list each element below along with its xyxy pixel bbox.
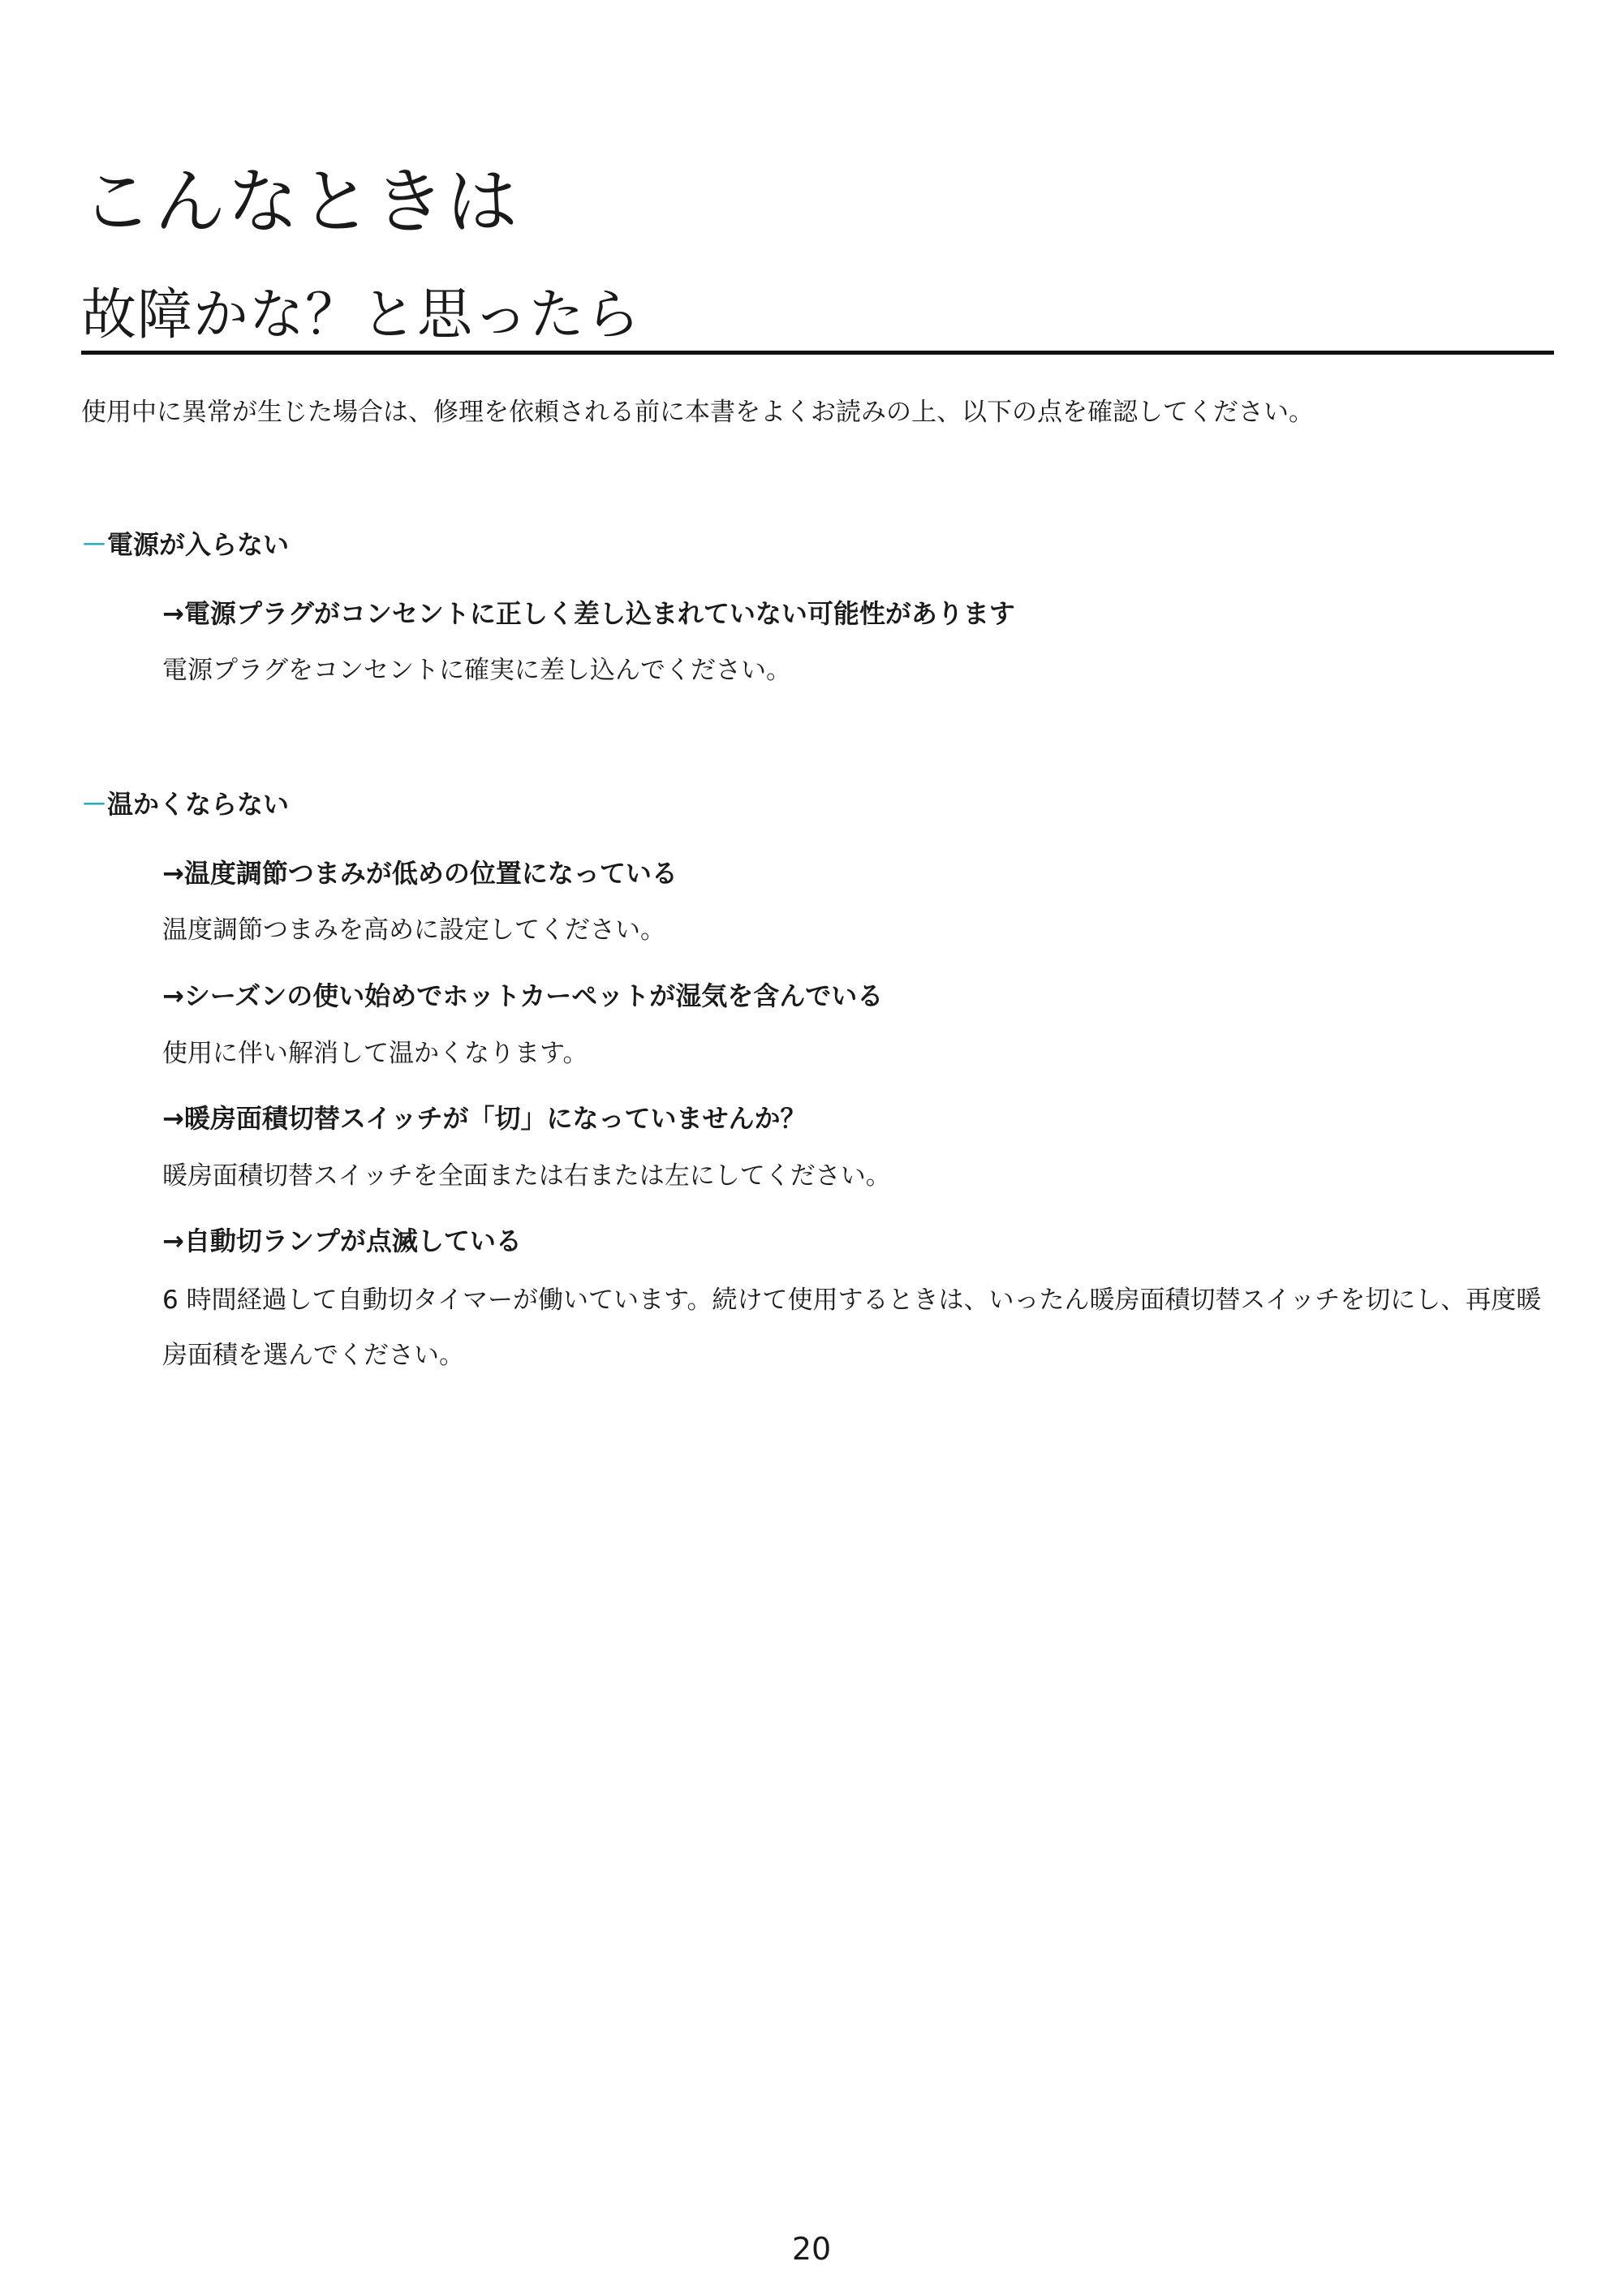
cause-item: →自動切ランプが点滅している (162, 1226, 522, 1256)
page-title: こんなときは (81, 160, 520, 243)
symptom-heading-not-warm (81, 788, 289, 822)
cause-item: →シーズンの使い始めでホットカーペットが湿気を含んでいる (162, 980, 884, 1011)
symptom-heading-no-power (81, 528, 289, 562)
remedy-item: 電源プラグをコンセントに確実に差し込んでください。 (162, 656, 791, 685)
dash-marker: － (81, 529, 108, 560)
cause-item: →温度調節つまみが低めの位置になっている (162, 858, 678, 889)
remedy-item: 暖房面積切替スイッチを全面または右または左にしてください。 (162, 1161, 891, 1191)
intro-text: 使用中に異常が生じた場合は、修理を依頼される前に本書をよくお読みの上、以下の点を確認してください。 (81, 398, 1314, 427)
remedy-item: 6 時間経過して自動切タイマーが働いています。続けて使用するときは、いったん暖房面積切替スイッチを切にし、再度暖房面積を選んでください。 (162, 1286, 1542, 1370)
title-underline (81, 351, 1554, 355)
remedy-item: 使用に伴い解消して温かくなります。 (162, 1039, 588, 1068)
cause-item: →電源プラグがコンセントに正しく差し込まれていない可能性があります (162, 598, 1015, 629)
dash-marker: － (81, 789, 108, 820)
cause-item: →暖房面積切替スイッチが「切」になっていませんか？ (162, 1103, 807, 1134)
symptom-title: 温かくならない (107, 789, 290, 820)
remedy-item: 温度調節つまみを高めに設定してください。 (162, 915, 665, 945)
section-title: 故障かな？と思ったら (81, 283, 642, 347)
symptom-title: 電源が入らない (107, 529, 290, 560)
page-number: 20 (791, 2231, 832, 2267)
